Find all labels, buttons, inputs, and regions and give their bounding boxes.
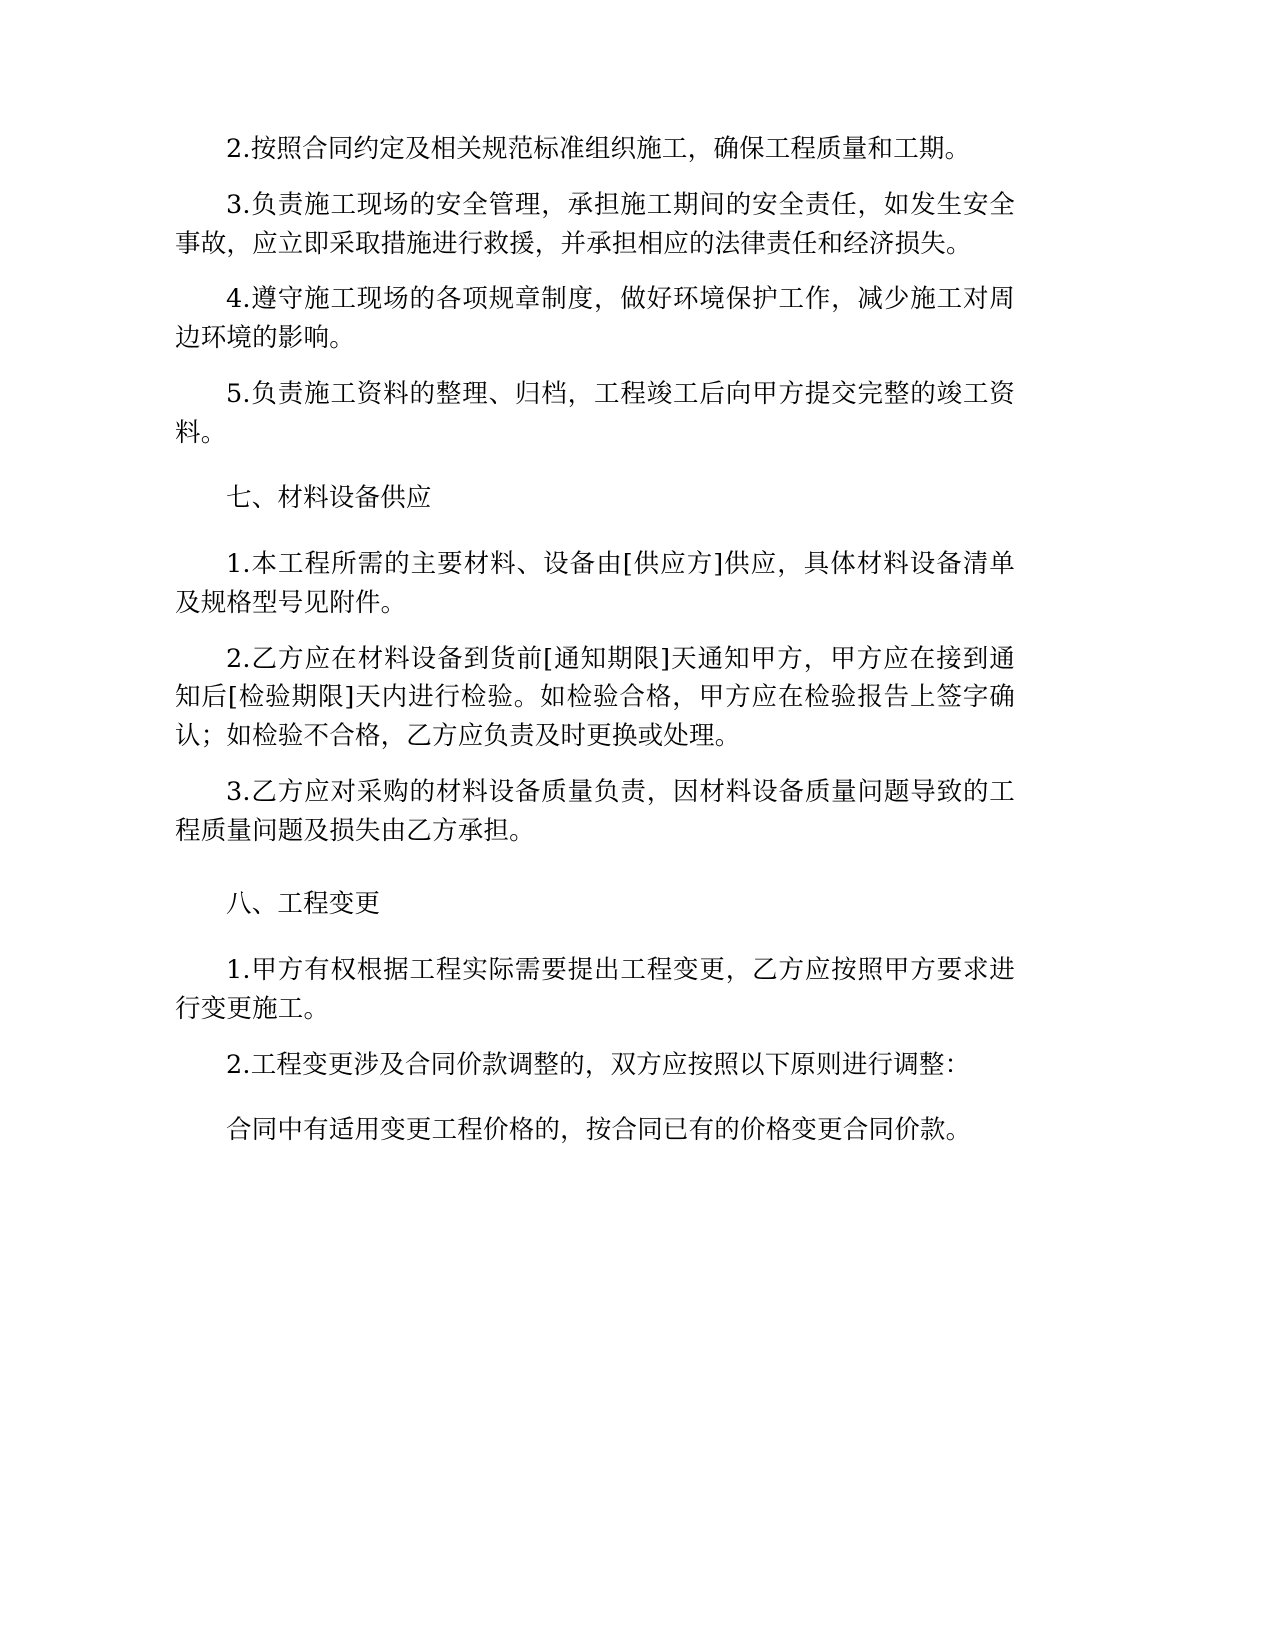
- section-spacer-2: [175, 867, 1015, 885]
- paragraph-clause-7-3: 3.乙方应对采购的材料设备质量负责，因材料设备质量问题导致的工程质量问题及损失由乙方承担。: [175, 776, 1015, 846]
- section-spacer: [175, 469, 1015, 479]
- paragraph-clause-7-2: 2.乙方应在材料设备到货前[通知期限]天通知甲方，甲方应在接到通知后[检验期限]天内进行检验。如检验合格，甲方应在检验报告上签字确认；如检验不合格，乙方应负责及时更换或处理。: [175, 643, 1015, 751]
- paragraph-clause-6-3: 3.负责施工现场的安全管理，承担施工期间的安全责任，如发生安全事故，应立即采取措施进行救援，并承担相应的法律责任和经济损失。: [175, 189, 1015, 259]
- heading-section-7: 七、材料设备供应: [226, 483, 432, 514]
- heading-section-8: 八、工程变更: [226, 889, 381, 920]
- document-body: [175, 130, 1015, 1150]
- paragraph-clause-8-2: 2.工程变更涉及合同价款调整的，双方应按照以下原则进行调整：: [226, 1049, 971, 1080]
- heading-spacer: [175, 535, 1015, 545]
- paragraph-clause-8-2-item-1: 合同中有适用变更工程价格的，按合同已有的价格变更合同价款。: [226, 1115, 972, 1146]
- list-spacer: [175, 1101, 1015, 1111]
- paragraph-clause-6-5: 5.负责施工资料的整理、归档，工程竣工后向甲方提交完整的竣工资料。: [175, 378, 1015, 448]
- paragraph-clause-6-4: 4.遵守施工现场的各项规章制度，做好环境保护工作，减少施工对周边环境的影响。: [175, 284, 1015, 353]
- paragraph-clause-6-2: 2.按照合同约定及相关规范标准组织施工，确保工程质量和工期。: [226, 134, 971, 164]
- paragraph-clause-8-1: 1.甲方有权根据工程实际需要提出工程变更，乙方应按照甲方要求进行变更施工。: [175, 955, 1015, 1024]
- heading-spacer-2: [175, 941, 1015, 951]
- paragraph-clause-7-1: 1.本工程所需的主要材料、设备由[供应方]供应，具体材料设备清单及规格型号见附件。: [175, 549, 1015, 618]
